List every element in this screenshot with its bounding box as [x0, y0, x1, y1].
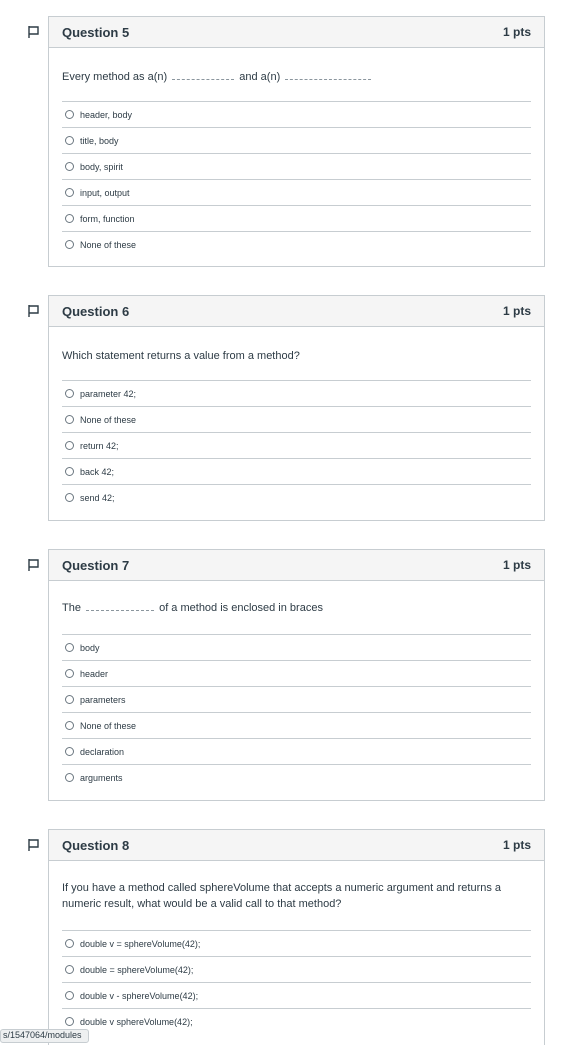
flag-question-icon[interactable]: [27, 838, 41, 852]
question-header: [49, 17, 544, 48]
answer-option[interactable]: [62, 764, 531, 790]
radio-button[interactable]: [65, 1017, 74, 1026]
answer-label: None of these: [80, 720, 137, 731]
radio-button[interactable]: [65, 669, 74, 678]
answer-list: [62, 101, 531, 257]
radio-button[interactable]: [65, 695, 74, 704]
answer-label: double v - sphereVolume(42);: [80, 990, 199, 1001]
answer-option[interactable]: [62, 660, 531, 686]
answer-label: double = sphereVolume(42);: [80, 964, 194, 975]
answer-option[interactable]: [62, 982, 531, 1008]
question-points: 1 pts: [502, 304, 531, 318]
radio-button[interactable]: [65, 441, 74, 450]
answer-option[interactable]: [62, 231, 531, 257]
flag-question-icon[interactable]: [27, 25, 41, 39]
answer-label: arguments: [80, 772, 123, 783]
answer-label: None of these: [80, 239, 137, 250]
answer-option[interactable]: [62, 484, 531, 510]
answer-label: title, body: [80, 135, 119, 146]
question-text-part: and a(n): [236, 71, 284, 83]
answer-label: double v = sphereVolume(42);: [80, 938, 201, 949]
status-bar-url: s/1547064/modules: [0, 1029, 89, 1043]
question-text: [62, 48, 531, 98]
radio-button[interactable]: [65, 991, 74, 1000]
answer-option[interactable]: [62, 205, 531, 231]
question-8: [48, 829, 545, 1045]
answer-option[interactable]: [62, 956, 531, 982]
flag-question-icon[interactable]: [27, 304, 41, 318]
radio-button[interactable]: [65, 214, 74, 223]
question-points: 1 pts: [502, 25, 531, 39]
radio-button[interactable]: [65, 162, 74, 171]
answer-label: form, function: [80, 213, 135, 224]
radio-button[interactable]: [65, 467, 74, 476]
answer-option[interactable]: [62, 712, 531, 738]
radio-button[interactable]: [65, 493, 74, 502]
question-text: [62, 581, 531, 631]
answer-option[interactable]: [62, 738, 531, 764]
answer-label: header, body: [80, 109, 133, 120]
question-7: [48, 549, 545, 801]
radio-button[interactable]: [65, 188, 74, 197]
radio-button[interactable]: [65, 110, 74, 119]
answer-list: [62, 634, 531, 790]
answer-label: None of these: [80, 414, 137, 425]
radio-button[interactable]: [65, 965, 74, 974]
question-title: Question 6: [62, 303, 130, 319]
radio-button[interactable]: [65, 240, 74, 249]
question-text-part: The: [62, 602, 85, 614]
question-header: [49, 830, 544, 861]
blank-field: [285, 70, 371, 80]
answer-label: parameter 42;: [80, 388, 137, 399]
question-title: Question 7: [62, 557, 130, 573]
radio-button[interactable]: [65, 939, 74, 948]
answer-list: [62, 380, 531, 510]
question-6: [48, 295, 545, 521]
question-header: [49, 296, 544, 327]
question-5: [48, 16, 545, 267]
question-title: Question 5: [62, 24, 130, 40]
answer-option[interactable]: [62, 930, 531, 956]
radio-button[interactable]: [65, 721, 74, 730]
question-text-part: Every method as a(n): [62, 71, 171, 83]
radio-button[interactable]: [65, 415, 74, 424]
answer-option[interactable]: [62, 127, 531, 153]
radio-button[interactable]: [65, 773, 74, 782]
radio-button[interactable]: [65, 747, 74, 756]
answer-label: input, output: [80, 187, 130, 198]
question-points: 1 pts: [502, 558, 531, 572]
answer-label: declaration: [80, 746, 125, 757]
answer-option[interactable]: [62, 153, 531, 179]
flag-question-icon[interactable]: [27, 558, 41, 572]
answer-option[interactable]: [62, 380, 531, 406]
answer-option[interactable]: [62, 406, 531, 432]
question-header: [49, 550, 544, 581]
blank-field: [86, 601, 154, 611]
answer-option[interactable]: [62, 686, 531, 712]
answer-option[interactable]: [62, 179, 531, 205]
answer-label: back 42;: [80, 466, 115, 477]
answer-option[interactable]: [62, 101, 531, 127]
answer-option[interactable]: [62, 458, 531, 484]
radio-button[interactable]: [65, 136, 74, 145]
radio-button[interactable]: [65, 643, 74, 652]
answer-label: double v sphereVolume(42);: [80, 1016, 193, 1027]
question-title: Question 8: [62, 837, 130, 853]
answer-label: return 42;: [80, 440, 119, 451]
answer-label: body: [80, 642, 100, 653]
radio-button[interactable]: [65, 389, 74, 398]
answer-list: [62, 930, 531, 1034]
question-text: If you have a method called sphereVolume that accepts a numeric argument and returns a numeric result, what would be a valid call to that method?: [62, 882, 502, 910]
question-text-part: of a method is enclosed in braces: [156, 602, 323, 614]
answer-option[interactable]: [62, 1008, 531, 1034]
answer-label: header: [80, 668, 109, 679]
question-points: 1 pts: [502, 838, 531, 852]
question-text: Which statement returns a value from a method?: [62, 350, 300, 362]
blank-field: [172, 70, 234, 80]
answer-label: send 42;: [80, 492, 115, 503]
answer-option[interactable]: [62, 634, 531, 660]
answer-label: parameters: [80, 694, 126, 705]
answer-option[interactable]: [62, 432, 531, 458]
answer-label: body, spirit: [80, 161, 123, 172]
